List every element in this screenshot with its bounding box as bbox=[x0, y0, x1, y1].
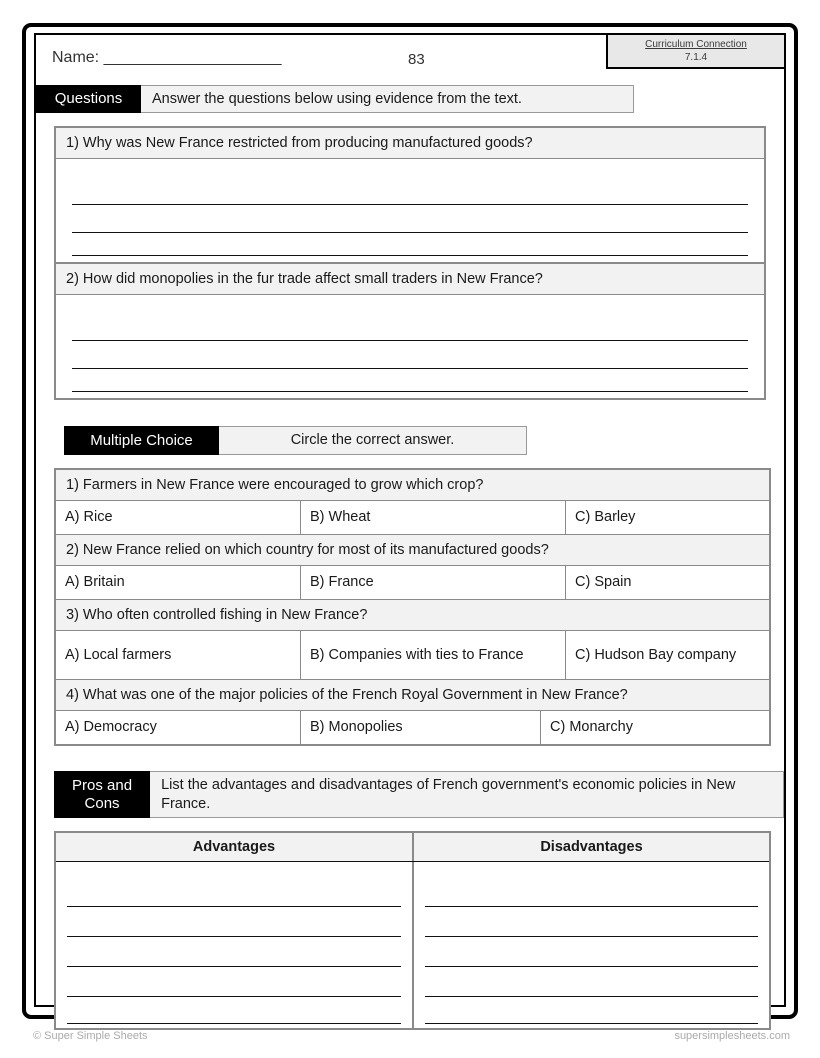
answer-line[interactable] bbox=[72, 341, 748, 369]
mc-options-row-3 bbox=[56, 631, 769, 679]
worksheet-inner-frame bbox=[34, 33, 786, 1007]
disadvantage-line[interactable] bbox=[425, 967, 758, 997]
mc-option-2a[interactable]: A) Britain bbox=[56, 566, 301, 599]
multiple-choice-section-tag: Multiple Choice bbox=[64, 426, 219, 455]
curriculum-connection-code: 7.1.4 bbox=[684, 52, 708, 63]
curriculum-connection-title: Curriculum Connection bbox=[645, 39, 747, 50]
multiple-choice-section-bar bbox=[64, 426, 784, 455]
pros-cons-tag-line-2: Cons bbox=[84, 794, 120, 812]
questions-section-bar bbox=[36, 85, 784, 113]
mc-options-row-4 bbox=[56, 711, 769, 744]
advantage-line[interactable] bbox=[67, 937, 401, 967]
answer-line[interactable] bbox=[72, 313, 748, 341]
advantages-write-area[interactable] bbox=[56, 862, 414, 1028]
mc-option-2c[interactable]: C) Spain bbox=[575, 574, 632, 590]
questions-section-instruction: Answer the questions below using evidence from the text. bbox=[141, 85, 634, 113]
answer-line[interactable] bbox=[72, 369, 748, 392]
multiple-choice-table bbox=[54, 468, 771, 746]
mc-option-4a[interactable]: A) Democracy bbox=[56, 711, 301, 744]
open-answer-area-1[interactable] bbox=[56, 159, 764, 262]
mc-options-row-1 bbox=[56, 501, 769, 534]
pros-cons-section-bar bbox=[54, 771, 784, 818]
worksheet-header bbox=[36, 35, 784, 85]
page-number: 83 bbox=[408, 51, 425, 68]
disadvantage-line[interactable] bbox=[425, 877, 758, 907]
worksheet-outer-frame bbox=[22, 23, 798, 1019]
mc-option-4b[interactable]: B) Monopolies bbox=[301, 711, 541, 744]
disadvantages-column-header: Disadvantages bbox=[540, 839, 643, 855]
open-response-block bbox=[54, 126, 766, 400]
pros-cons-section-tag bbox=[54, 771, 150, 818]
advantage-line[interactable] bbox=[67, 907, 401, 937]
mc-option-1a[interactable]: A) Rice bbox=[56, 501, 301, 534]
disadvantage-line[interactable] bbox=[425, 937, 758, 967]
advantage-line[interactable] bbox=[67, 877, 401, 907]
mc-question-prompt-2: 2) New France relied on which country for most of its manufactured goods? bbox=[56, 534, 769, 566]
curriculum-connection-badge bbox=[606, 35, 784, 69]
mc-option-3b[interactable]: B) Companies with ties to France bbox=[301, 631, 566, 679]
advantage-line[interactable] bbox=[67, 997, 401, 1024]
mc-question-prompt-1: 1) Farmers in New France were encouraged to grow which crop? bbox=[56, 470, 769, 501]
mc-option-4c[interactable]: C) Monarchy bbox=[550, 719, 633, 735]
advantages-disadvantages-body bbox=[56, 862, 769, 1028]
mc-options-row-2 bbox=[56, 566, 769, 599]
mc-question-prompt-4: 4) What was one of the major policies of the French Royal Government in New France? bbox=[56, 679, 769, 711]
advantage-line[interactable] bbox=[67, 967, 401, 997]
copyright-text: © Super Simple Sheets bbox=[33, 1030, 148, 1042]
pros-cons-section-instruction: List the advantages and disadvantages of French government's economic policies in New France. bbox=[150, 771, 784, 818]
advantages-column-header: Advantages bbox=[56, 833, 414, 861]
answer-line[interactable] bbox=[72, 205, 748, 233]
advantages-disadvantages-header-row bbox=[56, 833, 769, 862]
questions-section-tag: Questions bbox=[36, 85, 141, 113]
mc-option-3c[interactable]: C) Hudson Bay company bbox=[575, 646, 737, 663]
open-answer-area-2[interactable] bbox=[56, 295, 764, 398]
name-field-label[interactable]: Name: ____________________ bbox=[52, 49, 282, 66]
mc-option-2b[interactable]: B) France bbox=[301, 566, 566, 599]
open-question-prompt-2: 2) How did monopolies in the fur trade affect small traders in New France? bbox=[56, 262, 764, 295]
answer-line[interactable] bbox=[72, 233, 748, 256]
mc-option-3a[interactable]: A) Local farmers bbox=[56, 631, 301, 679]
website-text: supersimplesheets.com bbox=[674, 1030, 790, 1042]
advantages-disadvantages-table bbox=[54, 831, 771, 1030]
open-question-prompt-1: 1) Why was New France restricted from producing manufactured goods? bbox=[56, 128, 764, 159]
mc-option-1b[interactable]: B) Wheat bbox=[301, 501, 566, 534]
mc-option-1c[interactable]: C) Barley bbox=[575, 509, 636, 525]
answer-line[interactable] bbox=[72, 177, 748, 205]
mc-question-prompt-3: 3) Who often controlled fishing in New France? bbox=[56, 599, 769, 631]
pros-cons-tag-line-1: Pros and bbox=[72, 776, 133, 794]
multiple-choice-section-instruction: Circle the correct answer. bbox=[219, 426, 527, 455]
disadvantages-write-area[interactable] bbox=[414, 862, 769, 1028]
disadvantage-line[interactable] bbox=[425, 997, 758, 1024]
disadvantage-line[interactable] bbox=[425, 907, 758, 937]
